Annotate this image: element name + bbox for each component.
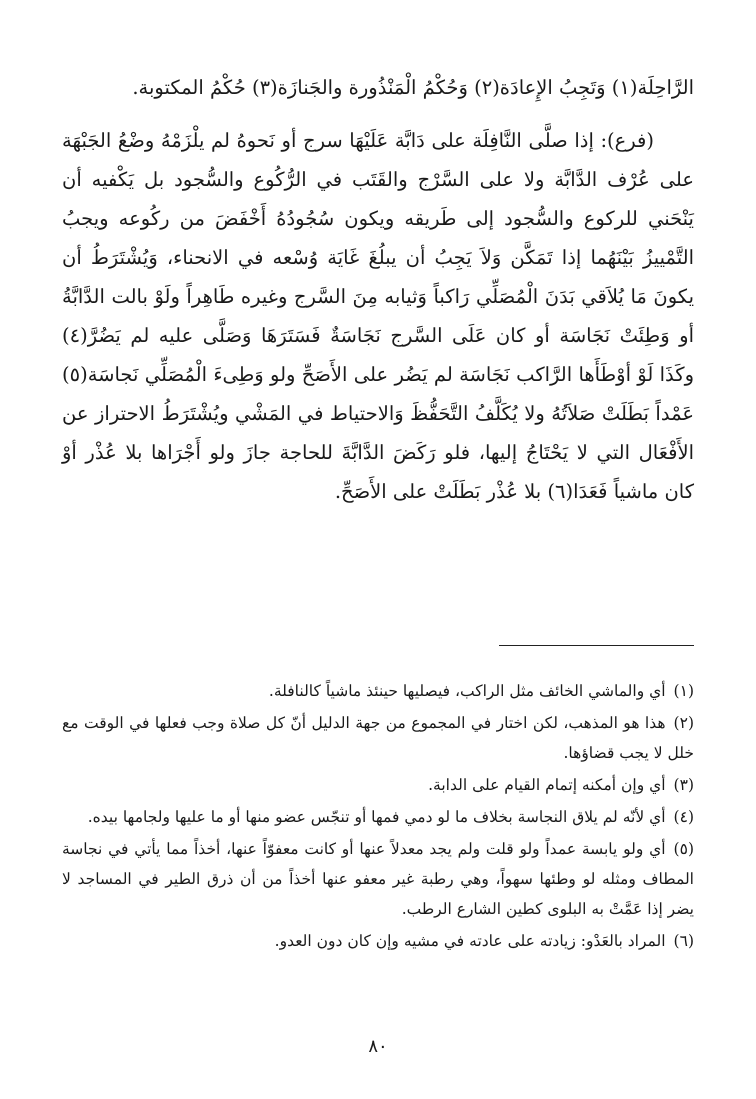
footnote-text: أي ولو يابسة عمداً ولو قلت ولم يجد معدلاً عنها أو كانت معفوّاً عنها، أخذاً مما يأتي في نجاسة المطاف ومثله لو وطئها سهواً، وهي رطبة غير معفو عنها أخذاً من أن ذرق الطير في المساجد لا يضر إذا عَمَّتْ به البلوى كطين الشارع الرطب. — [62, 840, 694, 918]
main-text — [62, 68, 694, 511]
footnote-number: (٣) — [673, 776, 694, 794]
footnote-text: المراد بالعَدْو: زيادته على عادته في مشيه وإن كان دون العدو. — [274, 932, 666, 950]
footnote-item — [62, 802, 694, 832]
footnote-item — [62, 676, 694, 706]
fara-paragraph: (فرع): إذا صلَّى النَّافِلَة على دَابَّة عَلَيْهَا سرج أو نَحوهُ لم يلْزَمْهُ وضْعُ الجَبْهَة على عُرْف الدَّابَّة ولا على السَّرْج والقَتَب في الرُّكُوع والسُّجود بل يَكْفيه أن يَنْحَني للركوع والسُّجود إلى طَريقه ويكون سُجُودُهُ أَخْفَضَ من ركُوعه ويجبُ التَّمْييزُ بَيْنَهُما إذا تَمَكَّن وَلاَ يَجِبُ أن يبلُغَ غَايَة وُسْعه في الانحناء، وَيُشْتَرَطُ أن يكونَ مَا يُلاَقي بَدَنَ الْمُصَلِّي رَاكباً وَثيابه مِنَ السَّرج وغيره طَاهِراً ولَوْ بالت الدَّابَّةُ أو وَطِئَتْ نَجَاسَة أو كان عَلَى السَّرج نَجَاسَةٌ فَسَتَرَهَا وَصَلَّى عليه لم يَضُرَّ(٤) وكَذَا لَوْ أوْطَأَها الرَّاكب نَجَاسَة لم يَضُر على الأَصَحِّ ولو وَطِىءَ الْمُصَلِّي نَجاسَة(٥) عَمْداً بَطَلَتْ صَلاَتُهُ ولا يُكَلَّفُ التَّحَفُّظَ وَالاحتياط في المَشْي ويُشْتَرَطُ الاحتراز عن الأَفْعَال التي لا يَحْتَاجُ إليها، فلو رَكَضَ الدَّابَّةَ للحاجة جازَ ولو أَجْرَاها بلا عُذْر أوْ كان ماشياً فَعَدَا(٦) بلا عُذْر بَطَلَتْ على الأَصَحِّ. — [62, 129, 694, 503]
footnote-text: أي والماشي الخائف مثل الراكب، فيصليها حينئذ ماشياً كالنافلة. — [268, 682, 666, 700]
footnote-number: (٤) — [673, 808, 694, 826]
footnote-item — [62, 770, 694, 800]
footnote-text: أي وإن أمكنه إتمام القيام على الدابة. — [428, 776, 666, 794]
footnote-item — [62, 834, 694, 924]
footnote-number: (١) — [673, 682, 694, 700]
opening-paragraph: الرَّاحِلَة(١) وَتَجِبُ الإِعادَة(٢) وَحُكْمُ الْمَنْذُورة والجَنازَة(٣) حُكْمُ المكتوبة. — [132, 76, 694, 99]
footnote-number: (٥) — [673, 840, 694, 858]
footnote-item — [62, 708, 694, 768]
footnote-text: أي لأنّه لم يلاق النجاسة بخلاف ما لو دمي فمها أو تنجّس عضو منها أو ما عليها ولجامها بيده. — [87, 808, 666, 826]
footnotes — [62, 676, 694, 958]
footnote-number: (٢) — [673, 714, 694, 732]
footnote-text: هذا هو المذهب، لكن اختار في المجموع من جهة الدليل أنّ كل صلاة وجب فعلها في الوقت مع خلل لا يجب قضاؤها. — [62, 714, 694, 762]
footnote-number: (٦) — [673, 932, 694, 950]
footnote-item — [62, 926, 694, 956]
footnote-separator — [499, 645, 694, 646]
page-number: ٨٠ — [368, 1036, 388, 1057]
